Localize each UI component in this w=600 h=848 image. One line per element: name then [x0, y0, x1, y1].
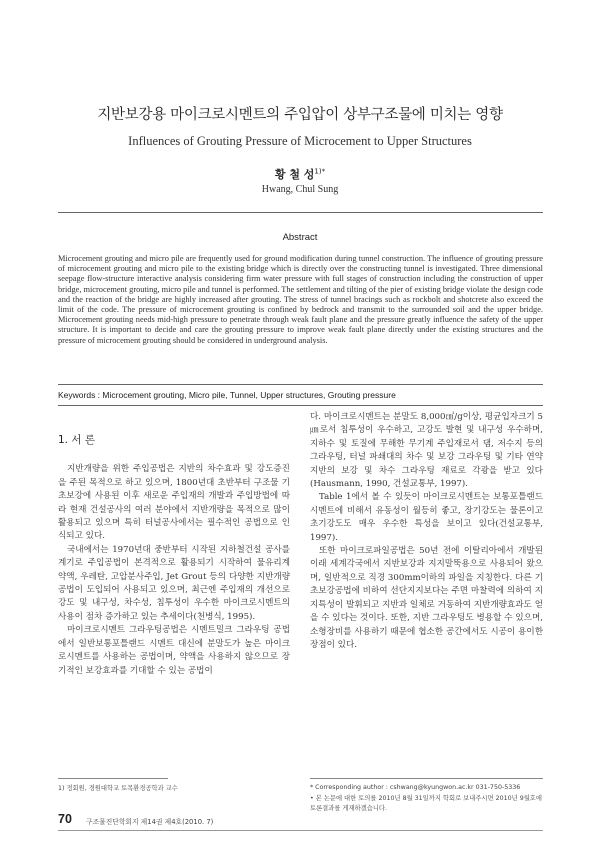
discussion-notice: • 본 논문에 대한 토의를 2010년 8월 31일까지 학회로 보내주시면 2010년 9월호에 토론결과를 게재하겠습니다.	[310, 794, 542, 812]
paper-title-korean: 지반보강용 마이크로시멘트의 주입압이 상부구조물에 미치는 영향	[97, 107, 503, 123]
right-column	[310, 411, 543, 652]
section-title-introduction: 1. 서 론	[58, 434, 95, 446]
author-name-korean	[0, 166, 600, 182]
footnote-affiliation: 1) 정회원, 경원대학교 토목환경공학과 교수	[58, 785, 178, 792]
page-number: 70	[58, 812, 72, 826]
author-name-text: 황 철 성	[274, 168, 315, 181]
paragraph: 국내에서는 1970년대 중반부터 시작된 지하철건설 공사를 계기로 주입공법이 본격적으로 활용되기 시작하여 물유리계 약액, 우레탄, 고압분사주입, Jet Grout 등의 다양한 지반개량공법이 도입되어 사용되고 있으며, 최근엔 주입재의 개선으로 강도 및 내구성, 차수성, 침투성이 우수한 마이크로시멘트의 사용이 점차 증가하고 있는 추세이다(천병식, 1995).	[58, 544, 290, 622]
footnote-divider-right	[310, 778, 543, 779]
abstract-heading: Abstract	[282, 232, 318, 243]
keywords-label: Keywords :	[58, 390, 101, 400]
divider-top	[58, 212, 543, 213]
paragraph: 또한 마이크로파일공법은 50년 전에 이탈리아에서 개발된 이래 세계각국에서 지반보강과 지지말뚝용으로 사용되어 왔으며, 일반적으로 직경 300mm이하의 파일을 지칭한다. 다른 기초보강공법에 비하여 선단지지보다는 주면 마찰력에 의하여 지지특성이 발휘되고 지반과 일체로 거동하여 지반개량효과도 얻을 수 있다는 것이다. 또한, 지반 그라우팅도 병용할 수 있으며, 소형장비를 사용하기 때문에 협소한 공간에서도 시공이 용이한 장점이 있다.	[310, 546, 543, 650]
divider-bottom	[58, 830, 543, 831]
paper-title-english: Influences of Grouting Pressure of Microcement to Upper Structures	[128, 134, 472, 148]
paragraph: 마이크로시멘트 그라우팅공법은 시멘트밀크 그라우팅 공법에서 일반보통포틀랜드 시멘트 대신에 분말도가 높은 마이크로시멘트를 사용하는 공법이며, 약액을 사용하지 않으므로 장기적인 보강효과를 기대할 수 있는 공법이	[58, 625, 290, 676]
author-name-english: Hwang, Chul Sung	[261, 184, 339, 195]
divider-keywords-bottom	[58, 405, 543, 406]
abstract-body: Microcement grouting and micro pile are frequently used for ground modification during tunnel construction. The influence of grouting pressure of microcement grouting and micro pile to the existing bridge which is directly over the constructing tunnel is investigated. Three dimensional seepage flow-structure interactive analysis considering firm water pressure with full stages of construction including the construction of upper bridge, microcement grouting, micro pile and tunnel is performed. The settlement and tilting of the pier of existing bridge violate the design code and the reaction of the bridge are highly increased after grouting. The stress of tunnel bracings such as rockbolt and shotcrete also exceed the limit of the code. The pressure of microcement grouting is confined by bedrock and transmit to the surrounded soil and the upper bridge. Microcement grouting needs mid-high pressure to penetrate through weak fault plane and the pressure greatly influence the safety of the upper structure. It is important to decide and care the grouting pressure to improve weak fault plane directly under the existing structures and the pressure of microcement grouting should be considered in underground analysis.	[58, 254, 543, 345]
footnote-corresponding	[310, 783, 543, 815]
paragraph: 지반개량을 위한 주입공법은 지반의 차수효과 및 강도증진을 주된 목적으로 하고 있으며, 1800년대 초반부터 구조물 기초보강에 사용된 이후 새로운 주입재의 개발과 주입방법에 따라 현재 건설공사의 여러 분야에서 지반개량을 목적으로 많이 활용되고 있으며 특히 터널공사에서는 필수적인 공법으로 인식되고 있다.	[58, 464, 290, 542]
keywords-line	[58, 390, 543, 400]
paragraph: 다. 마이크로시멘트는 분말도 8,000㎠/g이상, 평균입자크기 5㎛로서 침투성이 우수하고, 고강도 발현 및 내구성 우수하며, 지하수 및 토질에 무해한 무기계 주입재로서 댐, 저수지 등의 그라우팅, 터널 파쇄대의 차수 및 보강 그라우팅 및 기타 연약지반의 보강 및 차수 그라우팅 재료로 각광을 받고 있다(Hausmann, 1990, 건설교통부, 1997).	[310, 412, 543, 490]
corresponding-author-line: * Corresponding author : cshwang@kyungwon.ac.kr 031-750-5336	[310, 784, 521, 791]
left-column	[58, 434, 290, 678]
paragraph: Table 1에서 볼 수 있듯이 마이크로시멘트는 보통포틀랜드시멘트에 비해서 유동성이 월등히 좋고, 장기강도는 물론이고 초기강도도 매우 우수한 특성을 보이고 있다(건설교통부, 1997).	[310, 492, 543, 543]
footnote-divider-left	[58, 778, 168, 779]
keywords-list: Microcement grouting, Micro pile, Tunnel, Upper structures, Grouting pressure	[102, 390, 396, 400]
author-footnote-mark: 1)*	[314, 167, 326, 176]
divider-keywords-top	[58, 384, 543, 385]
journal-citation: 구조물진단학회지 제14권 제4호(2010. 7)	[86, 818, 214, 826]
